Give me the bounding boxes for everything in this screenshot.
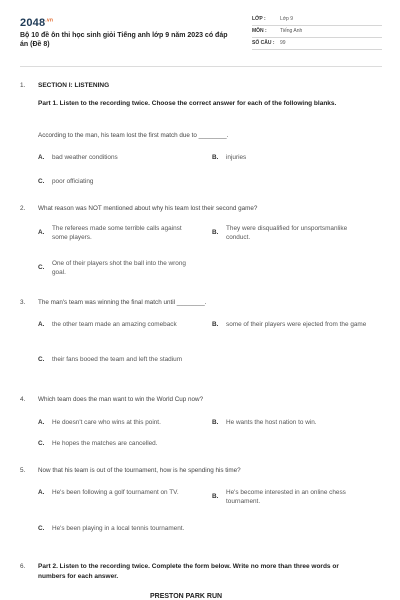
- option-letter: C.: [38, 178, 45, 185]
- meta-row-count: [252, 38, 382, 50]
- option-letter: B.: [212, 419, 219, 426]
- meta-row-grade: [252, 14, 382, 26]
- meta-value: Tiếng Anh: [280, 28, 303, 35]
- logo-suffix: .vn: [45, 17, 54, 24]
- option-letter: B.: [212, 154, 219, 161]
- question-1-option-b[interactable]: [212, 154, 246, 163]
- option-letter: C.: [38, 356, 45, 363]
- option-letter: B.: [212, 229, 219, 237]
- meta-value: 99: [280, 40, 286, 47]
- section-number: 1.: [20, 82, 26, 89]
- option-letter: A.: [38, 419, 45, 426]
- option-text: He wants the host nation to win.: [226, 419, 317, 426]
- option-text: He doesn't care who wins at this point.: [52, 419, 161, 426]
- question-number: 2.: [20, 205, 26, 212]
- option-letter: B.: [212, 321, 219, 328]
- option-text: One of their players shot the ball into the wrong goal.: [52, 260, 186, 276]
- question-number: 4.: [20, 396, 26, 403]
- form-title: PRESTON PARK RUN: [150, 593, 223, 600]
- document-title: Bộ 10 đề ôn thi học sinh giỏi Tiếng anh lớp 9 năm 2023 có đáp án (Đề 8): [20, 32, 228, 49]
- question-3-option-b[interactable]: [212, 321, 372, 330]
- question-number: 3.: [20, 299, 26, 306]
- question-4-option-c[interactable]: [38, 440, 158, 449]
- option-text: bad weather conditions: [52, 154, 118, 161]
- option-letter: A.: [38, 229, 45, 237]
- option-letter: C.: [38, 264, 45, 272]
- question-2-option-b[interactable]: [212, 225, 372, 242]
- meta-value: Lớp 9: [280, 16, 294, 23]
- option-letter: A.: [38, 321, 45, 328]
- option-text: The referees made some terrible calls against some players.: [52, 225, 182, 241]
- meta-key: MÔN :: [252, 28, 267, 35]
- option-text: He's become interested in an online chess tournament.: [226, 489, 346, 505]
- question-1-option-a[interactable]: [38, 154, 118, 163]
- option-letter: A.: [38, 489, 45, 496]
- option-letter: C.: [38, 440, 45, 447]
- option-letter: C.: [38, 525, 45, 532]
- option-text: the other team made an amazing comeback: [52, 321, 177, 328]
- meta-table: [252, 14, 382, 50]
- meta-key: LỚP :: [252, 16, 266, 23]
- document-header: [20, 14, 382, 60]
- question-5-text: Now that his team is out of the tournament, how is he spending his time?: [38, 467, 241, 474]
- meta-key: SỐ CÂU :: [252, 40, 275, 47]
- question-2-option-a[interactable]: [38, 225, 198, 242]
- question-5-option-a[interactable]: [38, 489, 203, 498]
- question-5-option-c[interactable]: [38, 525, 203, 534]
- option-text: their fans booed the team and left the stadium: [52, 356, 183, 363]
- meta-row-subject: [252, 26, 382, 38]
- question-4-option-b[interactable]: [212, 419, 317, 428]
- option-text: some of their players were ejected from the game: [226, 321, 367, 328]
- option-text: He hopes the matches are cancelled.: [52, 440, 158, 447]
- option-text: He's been following a golf tournament on TV.: [52, 489, 179, 496]
- question-2-text: What reason was NOT mentioned about why his team lost their second game?: [38, 205, 258, 212]
- option-letter: B.: [212, 493, 219, 501]
- question-2-option-c[interactable]: [38, 260, 198, 277]
- option-letter: A.: [38, 154, 45, 161]
- question-number: 5.: [20, 467, 26, 474]
- section-title: SECTION I: LISTENING: [38, 82, 110, 89]
- question-3-option-a[interactable]: [38, 321, 198, 330]
- question-1-text: According to the man, his team lost the first match due to ________.: [38, 132, 229, 139]
- option-text: injuries: [226, 154, 247, 161]
- option-text: They were disqualified for unsportsmanlike conduct.: [226, 225, 348, 241]
- question-3-text: The man's team was winning the final match until ________.: [38, 299, 207, 306]
- site-logo[interactable]: [20, 16, 53, 31]
- option-text: poor officiating: [52, 178, 94, 185]
- question-3-option-c[interactable]: [38, 356, 198, 365]
- question-5-option-b[interactable]: [212, 489, 377, 506]
- part2-title: Part 2. Listen to the recording twice. Complete the form below. Write no more than three words or numbers for each answer.: [38, 563, 339, 580]
- part1-title: Part 1. Listen to the recording twice. Choose the correct answer for each of the following blanks.: [38, 100, 337, 107]
- logo-main: 2048: [20, 17, 46, 29]
- question-4-option-a[interactable]: [38, 419, 161, 428]
- question-4-text: Which team does the man want to win the World Cup now?: [38, 396, 204, 403]
- header-divider: [20, 66, 382, 67]
- option-text: He's been playing in a local tennis tournament.: [52, 525, 185, 532]
- question-number: 6.: [20, 563, 26, 570]
- question-1-option-c[interactable]: [38, 178, 93, 187]
